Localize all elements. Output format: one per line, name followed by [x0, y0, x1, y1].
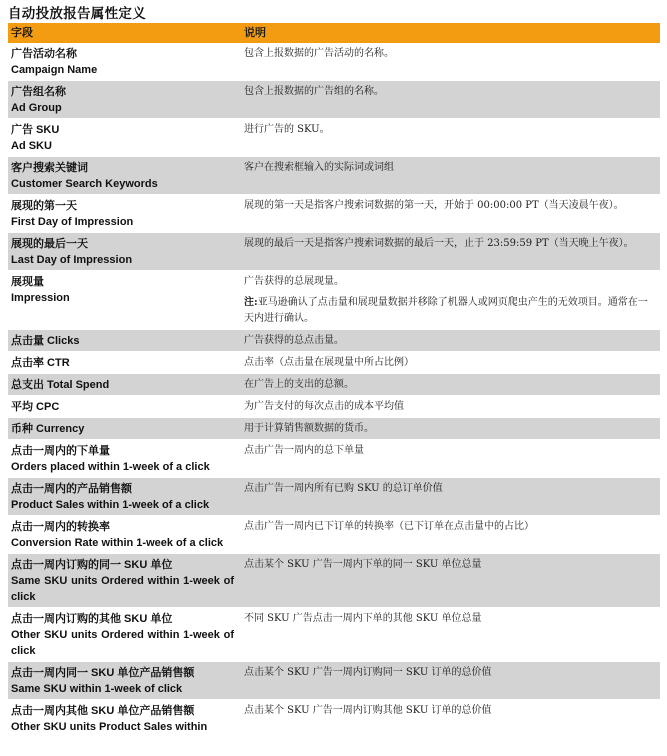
field-name-en: Ad SKU [11, 140, 52, 152]
description-text: 点击广告一周内已下订单的转换率（已下订单在点击量中的占比） [244, 521, 534, 532]
description-text: 进行广告的 SKU。 [244, 124, 330, 135]
header-description: 说明 [244, 27, 266, 39]
field-name-zh: 客户搜索关键词 [11, 162, 88, 174]
description-cell [236, 396, 660, 417]
field-cell [8, 516, 236, 553]
field-cell [8, 374, 236, 395]
field-cell [8, 662, 236, 699]
table-row [8, 233, 660, 271]
field-name-en: Customer Search Keywords [11, 178, 158, 190]
table-row [8, 195, 660, 233]
field-cell [8, 43, 236, 80]
table-row [8, 271, 660, 330]
description-cell [236, 157, 660, 194]
field-cell [8, 330, 236, 351]
field-name-en: Other SKU units Product Sales within [11, 721, 208, 733]
description-cell [236, 330, 660, 351]
description-text: 广告获得的总点击量。 [244, 335, 344, 346]
note-label: 注: [244, 297, 258, 308]
table-row [8, 700, 660, 738]
note-text: 亚马逊确认了点击量和展现量数据并移除了机器人或网页爬虫产生的无效项目。通常在一天内进行确认。 [244, 297, 648, 324]
description-text: 包含上报数据的广告活动的名称。 [244, 48, 394, 59]
field-cell [8, 157, 236, 194]
table-row [8, 330, 660, 352]
field-name-zh: 点击一周内订购的同一 SKU 单位 [11, 559, 173, 571]
description-cell [236, 554, 660, 607]
field-cell [8, 81, 236, 118]
field-cell [8, 233, 236, 270]
description-text: 用于计算销售额数据的货币。 [244, 423, 374, 434]
description-text: 点击某个 SKU 广告一周内订购同一 SKU 订单的总价值 [244, 667, 492, 678]
description-text: 客户在搜索框输入的实际词或词组 [244, 162, 394, 173]
field-name-zh: 总支出 Total Spend [11, 379, 110, 391]
description-text: 广告获得的总展现量。 [244, 276, 344, 287]
field-name-zh: 点击一周内同一 SKU 单位产品销售额 [11, 667, 195, 679]
description-text: 展现的最后一天是指客户搜索词数据的最后一天，止于 23:59:59 PT（当天晚上午夜）。 [244, 238, 634, 249]
description-cell [236, 81, 660, 118]
table-row [8, 554, 660, 608]
description-text: 为广告支付的每次点击的成本平均值 [244, 401, 404, 412]
table-row [8, 374, 660, 396]
table-row [8, 516, 660, 554]
field-name-en: First Day of Impression [11, 216, 134, 228]
description-cell [236, 352, 660, 373]
field-name-en: Same SKU within 1-week of click [11, 683, 183, 695]
field-name-en: Campaign Name [11, 64, 98, 76]
description-text: 不同 SKU 广告点击一周内下单的其他 SKU 单位总量 [244, 613, 482, 624]
table-row [8, 478, 660, 516]
field-cell [8, 271, 236, 329]
field-name-zh: 点击率 CTR [11, 357, 70, 369]
field-name-zh: 点击一周内的产品销售额 [11, 483, 132, 495]
table-row [8, 396, 660, 418]
description-text: 在广告上的支出的总额。 [244, 379, 354, 390]
field-name-en: Ad Group [11, 102, 62, 114]
description-cell [236, 119, 660, 156]
field-cell [8, 418, 236, 439]
table-row [8, 43, 660, 81]
description-cell [236, 478, 660, 515]
description-text: 点击某个 SKU 广告一周内下单的同一 SKU 单位总量 [244, 559, 482, 570]
description-cell [236, 418, 660, 439]
field-cell [8, 608, 236, 661]
description-text: 点击广告一周内的总下单量 [244, 445, 364, 456]
table-row [8, 418, 660, 440]
table-row [8, 81, 660, 119]
table-row [8, 662, 660, 700]
description-text: 包含上报数据的广告组的名称。 [244, 86, 384, 97]
document-title: 自动投放报告属性定义 [8, 6, 146, 21]
field-name-en: Product Sales within 1-week of a click [11, 499, 210, 511]
description-text: 点击广告一周内所有已购 SKU 的总订单价值 [244, 483, 443, 494]
field-name-en: Other SKU units Ordered within 1-week of click [11, 629, 234, 657]
field-name-zh: 广告组名称 [11, 86, 66, 98]
description-cell [236, 516, 660, 553]
table-row [8, 352, 660, 374]
table-row [8, 440, 660, 478]
table-body [8, 43, 660, 738]
field-name-zh: 点击一周内的下单量 [11, 445, 110, 457]
header-field: 字段 [11, 27, 33, 39]
description-cell [236, 271, 660, 329]
description-cell [236, 662, 660, 699]
field-cell [8, 554, 236, 607]
field-name-zh: 点击一周内订购的其他 SKU 单位 [11, 613, 173, 625]
description-text: 点击某个 SKU 广告一周内订购其他 SKU 订单的总价值 [244, 705, 492, 716]
field-name-zh: 币种 Currency [11, 423, 85, 435]
field-name-en: Conversion Rate within 1-week of a click [11, 537, 224, 549]
description-cell [236, 233, 660, 270]
field-name-en: Orders placed within 1-week of a click [11, 461, 210, 473]
field-name-zh: 展现的最后一天 [11, 238, 88, 250]
field-name-en: Same SKU units Ordered within 1-week of click [11, 575, 234, 603]
field-name-zh: 展现的第一天 [11, 200, 77, 212]
description-cell [236, 195, 660, 232]
description-cell [236, 374, 660, 395]
description-cell [236, 700, 660, 737]
field-cell [8, 195, 236, 232]
field-cell [8, 478, 236, 515]
field-name-en: Last Day of Impression [11, 254, 133, 266]
description-cell [236, 608, 660, 661]
field-cell [8, 700, 236, 737]
attribute-definition-table [8, 23, 660, 738]
field-name-zh: 点击一周内的转换率 [11, 521, 110, 533]
field-name-zh: 平均 CPC [11, 401, 60, 413]
field-name-zh: 点击一周内其他 SKU 单位产品销售额 [11, 705, 195, 717]
description-text: 展现的第一天是指客户搜索词数据的第一天，开始于 00:00:00 PT（当天凌晨午夜）。 [244, 200, 624, 211]
table-header [8, 23, 660, 43]
description-text: 点击率（点击量在展现量中所占比例） [244, 357, 414, 368]
field-cell [8, 396, 236, 417]
table-row [8, 119, 660, 157]
description-note [244, 295, 652, 327]
field-name-zh: 展现量 [11, 276, 44, 288]
table-row [8, 608, 660, 662]
field-name-zh: 广告活动名称 [11, 48, 77, 60]
field-cell [8, 352, 236, 373]
description-cell [236, 440, 660, 477]
field-cell [8, 119, 236, 156]
table-row [8, 157, 660, 195]
field-name-zh: 广告 SKU [11, 124, 60, 136]
description-cell [236, 43, 660, 80]
field-name-zh: 点击量 Clicks [11, 335, 80, 347]
field-name-en: Impression [11, 292, 70, 304]
field-cell [8, 440, 236, 477]
